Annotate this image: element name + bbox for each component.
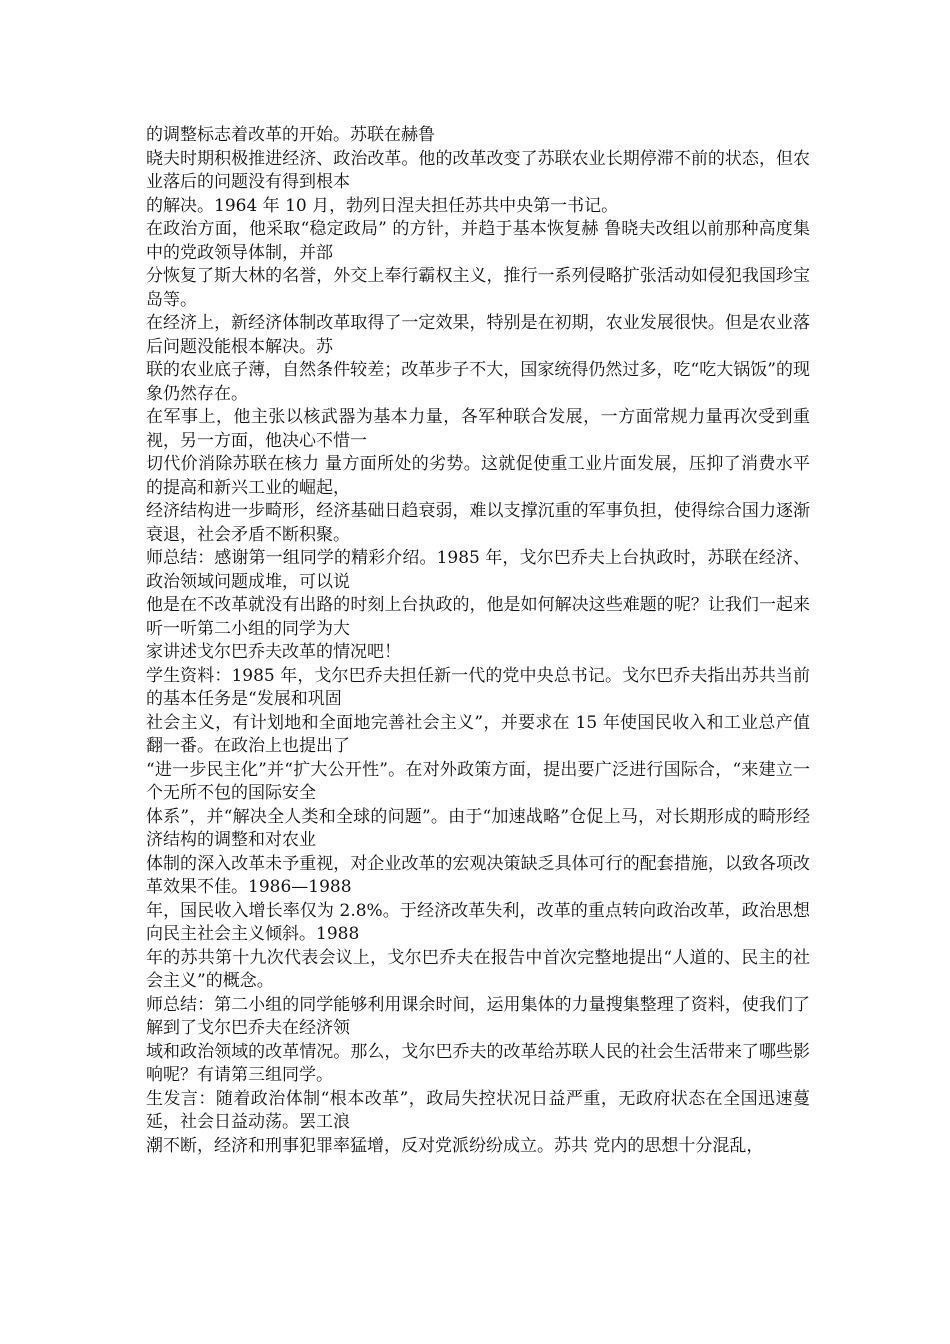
paragraph: 学生资料：1985 年，戈尔巴乔夫担任新一代的党中央总书记。戈尔巴乔夫指出苏共当前的基本任务是“发展和巩固 (146, 665, 810, 709)
paragraph: 潮不断，经济和刑事犯罪率猛增，反对党派纷纷成立。苏共 党内的思想十分混乱， (146, 1135, 764, 1156)
paragraph: 在经济上，新经济体制改革取得了一定效果，特别是在初期，农业发展很快。但是农业落后问题没能根本解决。苏 (146, 313, 810, 357)
paragraph: 年，国民收入增长率仅为 2.8%。于经济改革失利，改革的重点转向政治改革，政治思想向民主社会主义倾斜。1988 (146, 900, 810, 944)
paragraph: 师总结：感谢第一组同学的精彩介绍。1985 年，戈尔巴乔夫上台执政时，苏联在经济、政治领域问题成堆，可以说 (146, 548, 810, 592)
paragraph: 生发言：随着政治体制“根本改革”，政局失控状况日益严重，无政府状态在全国迅速蔓延，社会日益动荡。罢工浪 (146, 1088, 810, 1132)
document-body (146, 124, 810, 1158)
paragraph: 分恢复了斯大林的名誉，外交上奉行霸权主义，推行一系列侵略扩张活动如侵犯我国珍宝岛等。 (146, 266, 810, 310)
paragraph: 的解决。1964 年 10 月，勃列日涅夫担任苏共中央第一书记。 (146, 195, 619, 216)
paragraph: 年的苏共第十九次代表会议上，戈尔巴乔夫在报告中首次完整地提出“人道的、民主的社会主义”的概念。 (146, 947, 810, 991)
paragraph: 联的农业底子薄，自然条件较差；改革步子不大，国家统得仍然过多，吃“吃大锅饭”的现象仍然存在。 (146, 360, 810, 404)
paragraph: 经济结构进一步畸形，经济基础日趋衰弱，难以支撑沉重的军事负担，使得综合国力逐渐衰退，社会矛盾不断积聚。 (146, 501, 810, 545)
paragraph: 体制的深入改革未予重视，对企业改革的宏观决策缺乏具体可行的配套措施，以致各项改革效果不佳。1986—1988 (146, 853, 810, 897)
paragraph: 家讲述戈尔巴乔夫改革的情况吧！ (146, 642, 401, 662)
paragraph: 在军事上，他主张以核武器为基本力量，各军种联合发展，一方面常规力量再次受到重视，另一方面，他决心不惜一 (146, 407, 810, 451)
paragraph: 师总结：第二小组的同学能够利用课余时间，运用集体的力量搜集整理了资料，使我们了解到了戈尔巴乔夫在经济领 (146, 994, 810, 1038)
paragraph: 他是在不改革就没有出路的时刻上台执政的，他是如何解决这些难题的呢？让我们一起来听一听第二小组的同学为大 (146, 595, 810, 639)
paragraph: “进一步民主化”并“扩大公开性”。在对外政策方面，提出要广泛进行国际合，“来建立一个无所不包的国际安全 (146, 759, 810, 803)
paragraph: 的调整标志着改革的开始。苏联在赫鲁 (146, 125, 435, 145)
paragraph: 晓夫时期积极推进经济、政治改革。他的改革改变了苏联农业长期停滞不前的状态，但农业落后的问题没有得到根本 (146, 148, 810, 192)
paragraph: 在政治方面，他采取“稳定政局” 的方针，并趋于基本恢复赫 鲁晓夫改组以前那种高度集中的党政领导体制，并部 (146, 219, 810, 263)
paragraph: 社会主义，有计划地和全面地完善社会主义”，并要求在 15 年使国民收入和工业总产值翻一番。在政治上也提出了 (146, 712, 810, 756)
paragraph: 切代价消除苏联在核力 量方面所处的劣势。这就促使重工业片面发展，压抑了消费水平的提高和新兴工业的崛起， (146, 454, 810, 498)
paragraph: 域和政治领域的改革情况。那么，戈尔巴乔夫的改革给苏联人民的社会生活带来了哪些影响呢？有请第三组同学。 (146, 1041, 810, 1085)
paragraph: 体系”，并“解决全人类和全球的问题”。由于“加速战略”仓促上马，对长期形成的畸形经济结构的调整和对农业 (146, 806, 810, 850)
